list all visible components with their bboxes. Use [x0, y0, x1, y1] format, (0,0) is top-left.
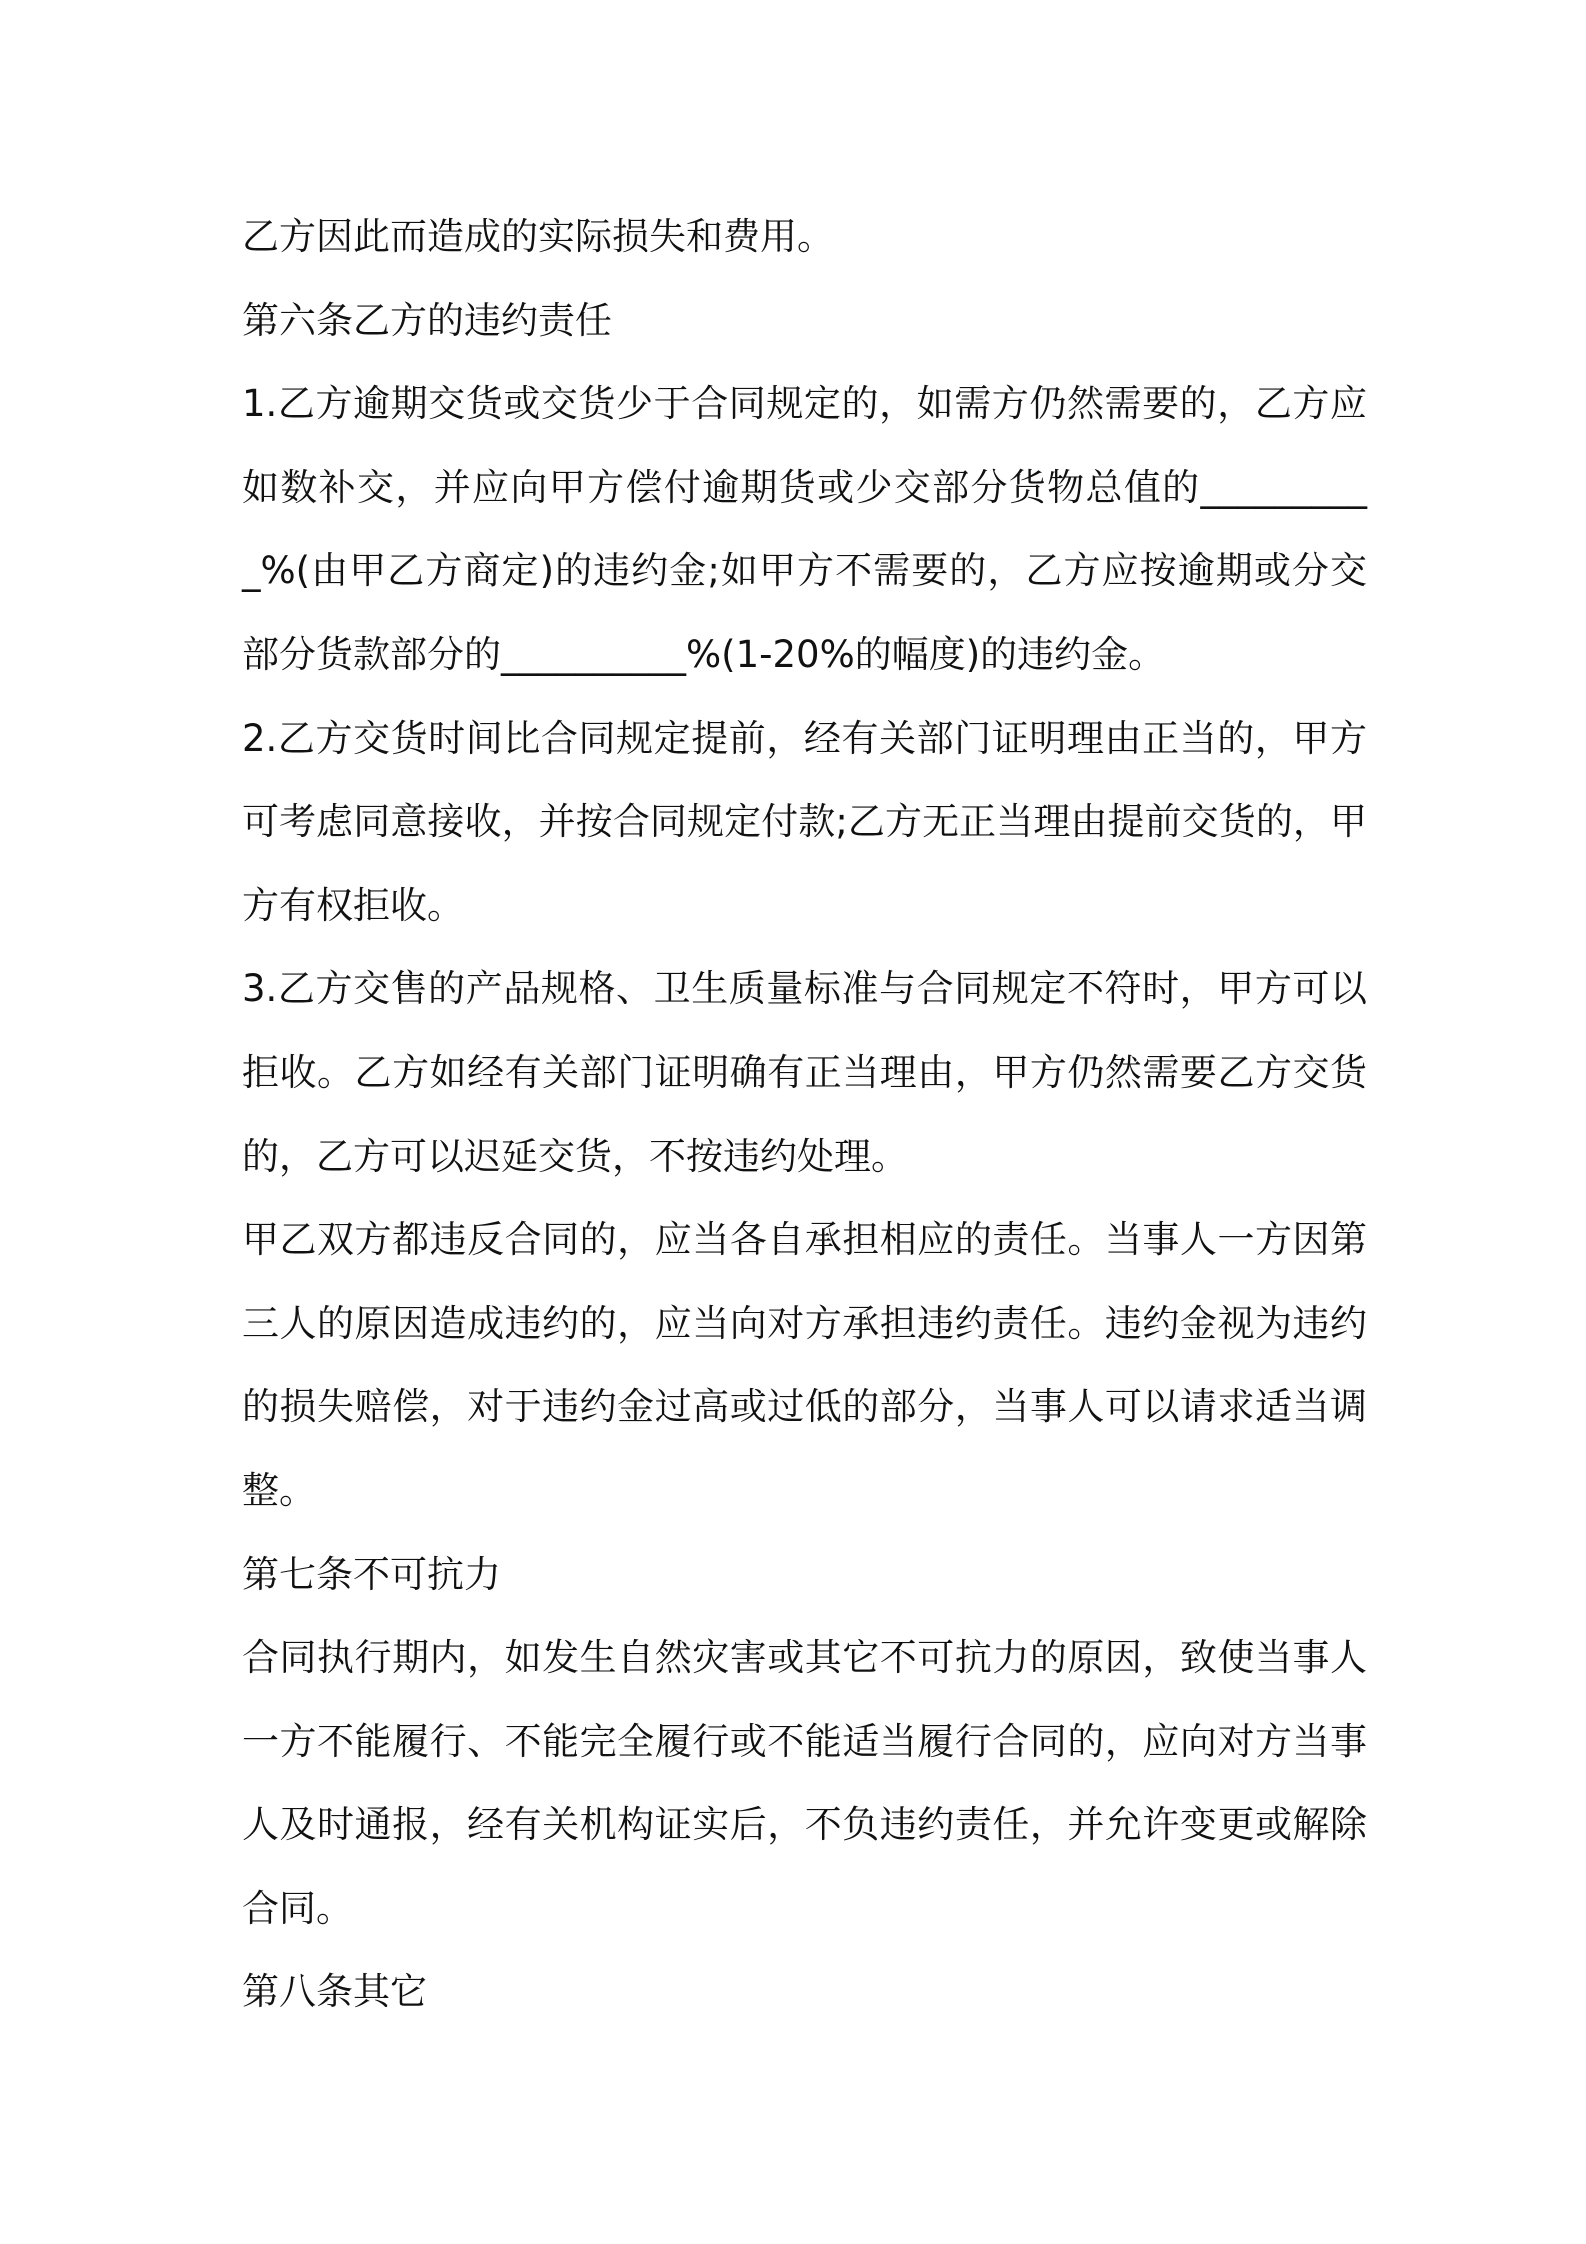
clause-6-1: 1.乙方逾期交货或交货少于合同规定的，如需方仍然需要的，乙方应如数补交，并应向甲方偿付逾期货或少交部分货物总值的__________%(由甲乙方商定)的违约金;如甲方不需要的，乙方应按逾期或分交部分货款部分的__________%(1-20%的幅度)的违约金。: [242, 382, 1367, 676]
document-body: [242, 195, 1367, 2034]
clause-6-2: 2.乙方交货时间比合同规定提前，经有关部门证明理由正当的，甲方可考虑同意接收，并按合同规定付款;乙方无正当理由提前交货的，甲方有权拒收。: [242, 716, 1367, 927]
paragraph-force-majeure: 合同执行期内，如发生自然灾害或其它不可抗力的原因，致使当事人一方不能履行、不能完全履行或不能适当履行合同的，应向对方当事人及时通报，经有关机构证实后，不负违约责任，并允许变更或解除合同。: [242, 1636, 1367, 1930]
heading-article-8: 第八条其它: [242, 1970, 427, 2014]
paragraph-loss-continuation: 乙方因此而造成的实际损失和费用。: [242, 215, 834, 258]
heading-article-6: 第六条乙方的违约责任: [242, 298, 612, 342]
paragraph-mutual-breach: 甲乙双方都违反合同的，应当各自承担相应的责任。当事人一方因第三人的原因造成违约的，应当向对方承担违约责任。违约金视为违约的损失赔偿，对于违约金过高或过低的部分，当事人可以请求适当调整。: [242, 1218, 1367, 1512]
heading-article-7: 第七条不可抗力: [242, 1552, 501, 1596]
clause-6-3: 3.乙方交售的产品规格、卫生质量标准与合同规定不符时，甲方可以拒收。乙方如经有关部门证明确有正当理由，甲方仍然需要乙方交货的，乙方可以迟延交货，不按违约处理。: [242, 967, 1367, 1178]
